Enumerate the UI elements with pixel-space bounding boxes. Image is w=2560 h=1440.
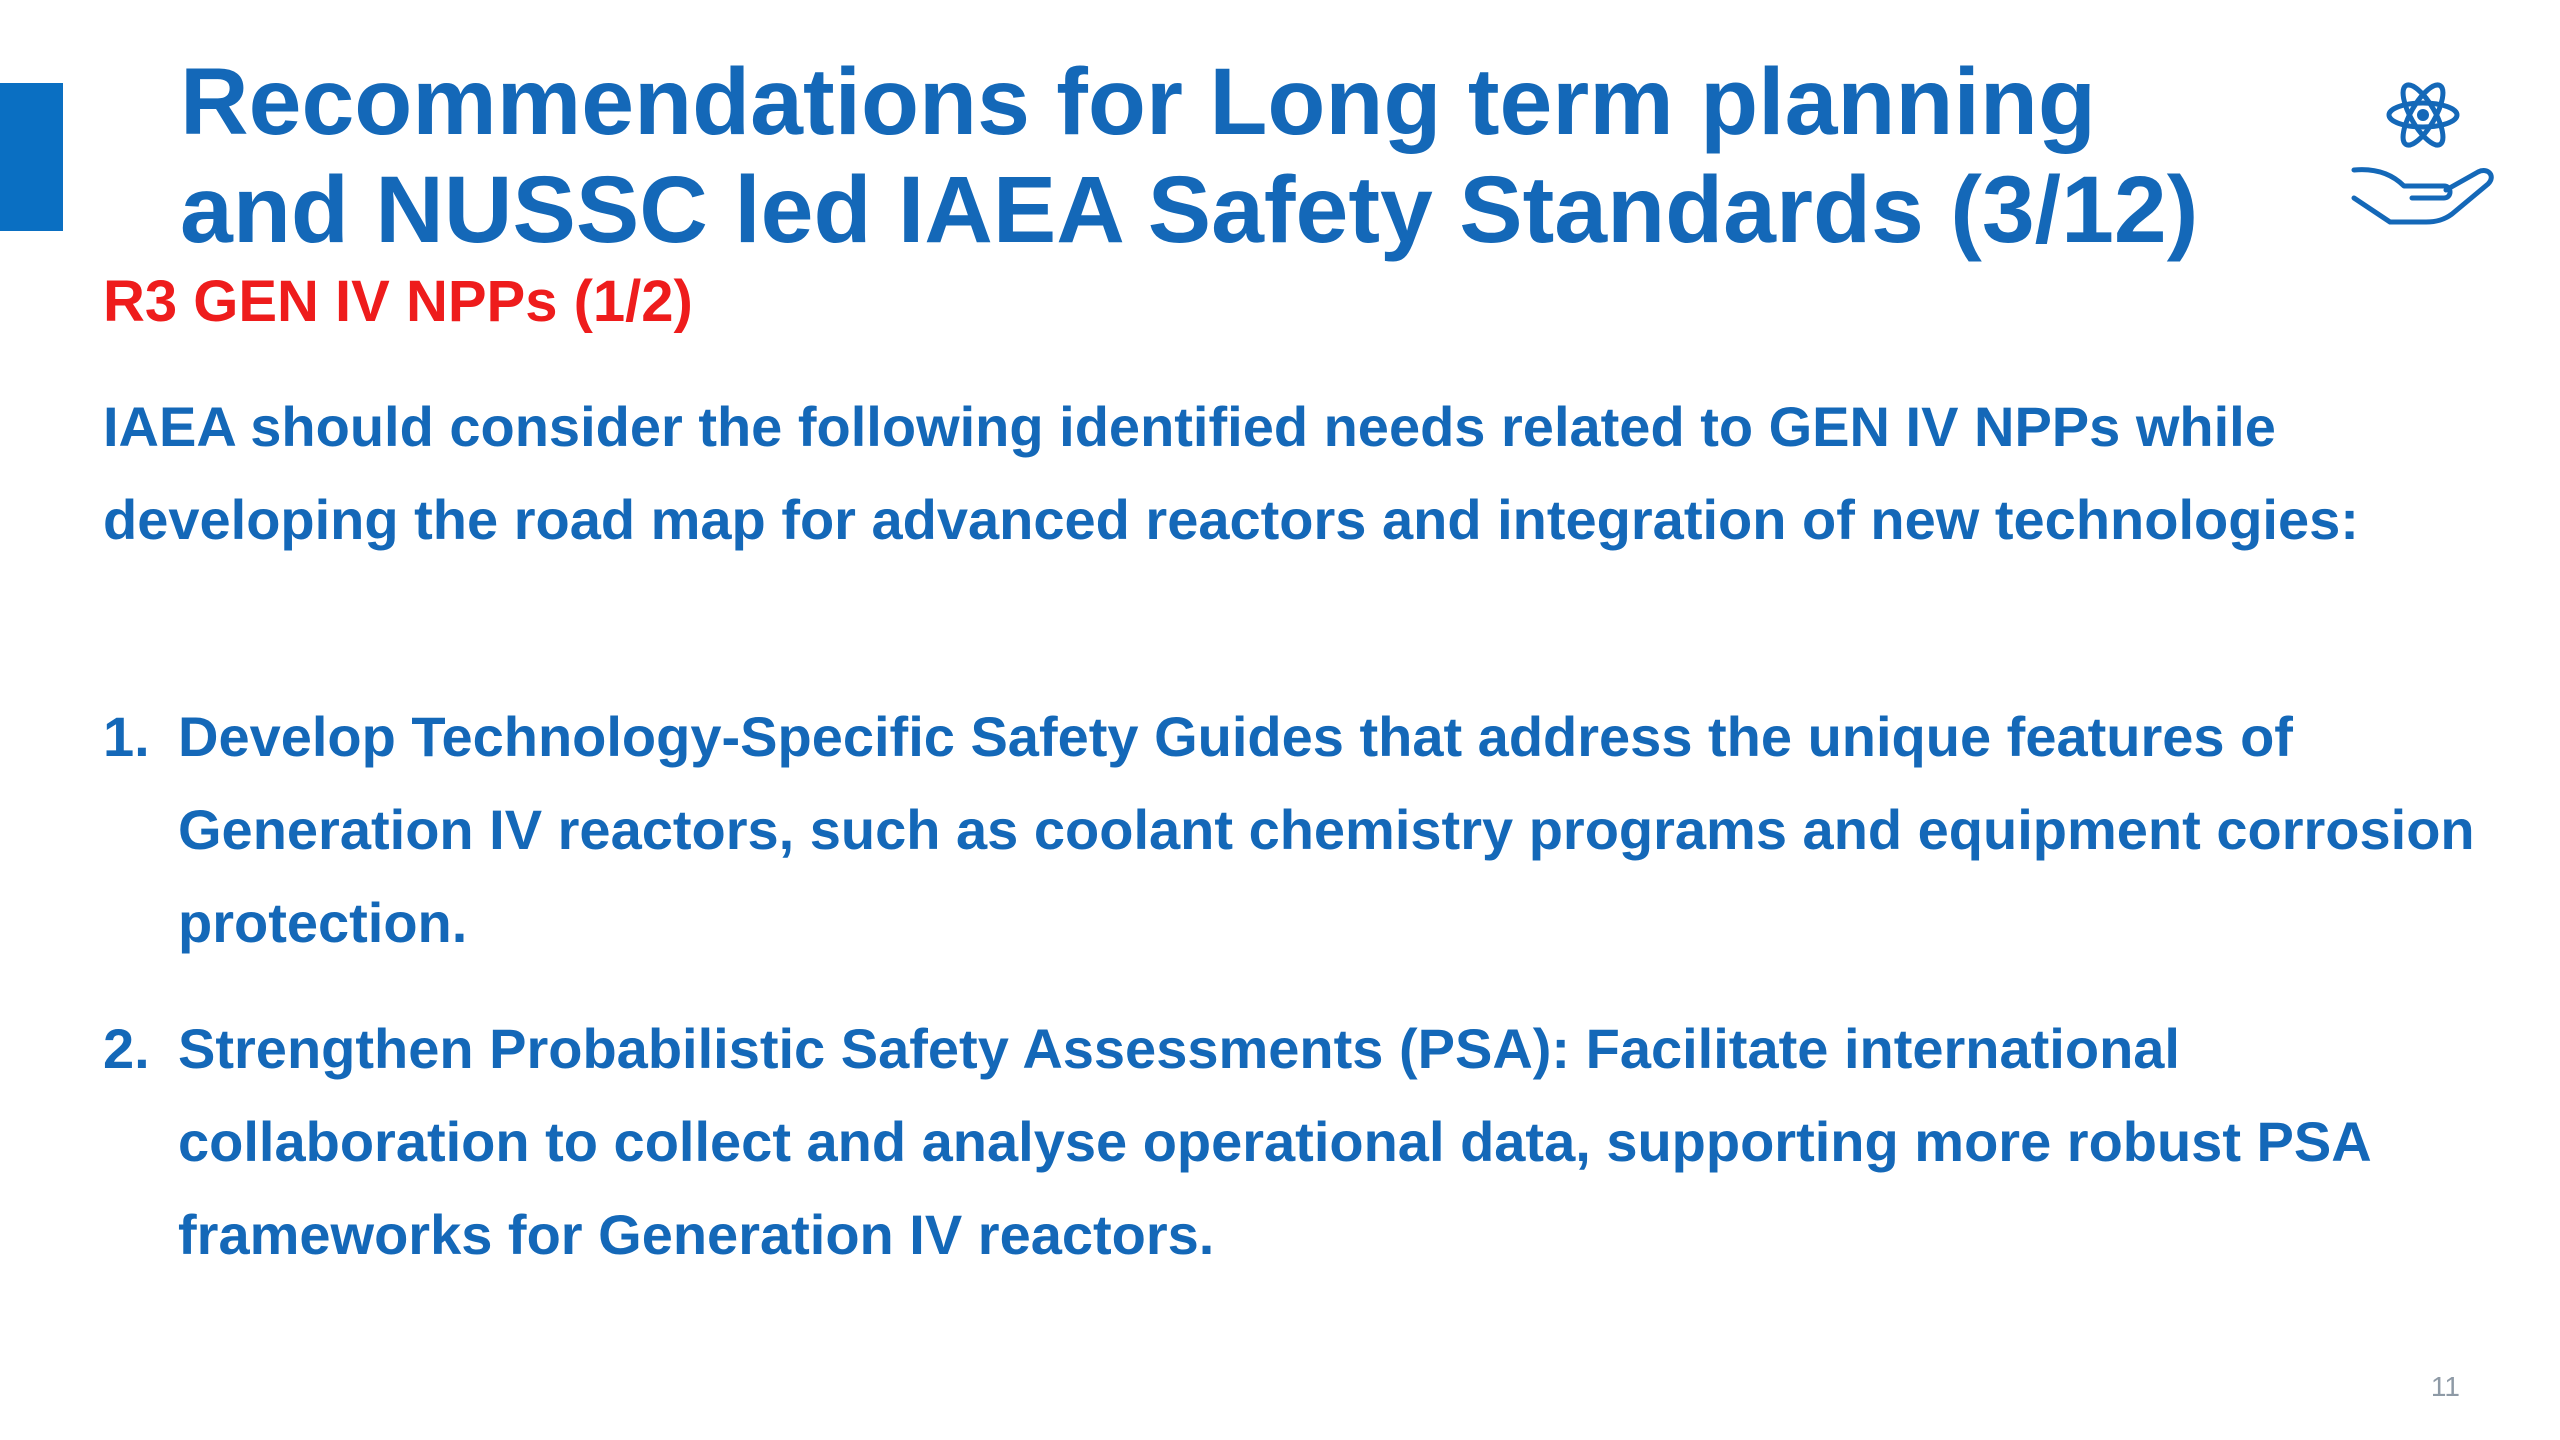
atom-in-hand-icon: [2348, 70, 2498, 240]
list-item-text: Strengthen Probabilistic Safety Assessments (PSA): Facilitate international collaboration to collect and analyse operational data, supporting more robust PSA frameworks for Generation IV reactors.: [178, 1017, 2370, 1266]
list-item-number: 1.: [103, 705, 150, 768]
page-number: 11: [2430, 1371, 2460, 1402]
recommendation-list: [103, 690, 2483, 1314]
recommendation-subtitle: R3 GEN IV NPPs (1/2): [103, 269, 693, 334]
list-item: [103, 690, 2483, 969]
intro-paragraph: IAEA should consider the following identified needs related to GEN IV NPPs while developing the road map for advanced reactors and integration of new technologies:: [103, 395, 2359, 551]
slide-title: Recommendations for Long term planning and NUSSC led IAEA Safety Standards (3/12): [180, 49, 2199, 263]
list-item: [103, 1002, 2483, 1281]
list-item-number: 2.: [103, 1017, 150, 1080]
list-item-text: Develop Technology-Specific Safety Guides that address the unique features of Generation IV reactors, such as coolant chemistry programs and equipment corrosion protection.: [178, 705, 2475, 954]
accent-bar: [0, 83, 63, 231]
